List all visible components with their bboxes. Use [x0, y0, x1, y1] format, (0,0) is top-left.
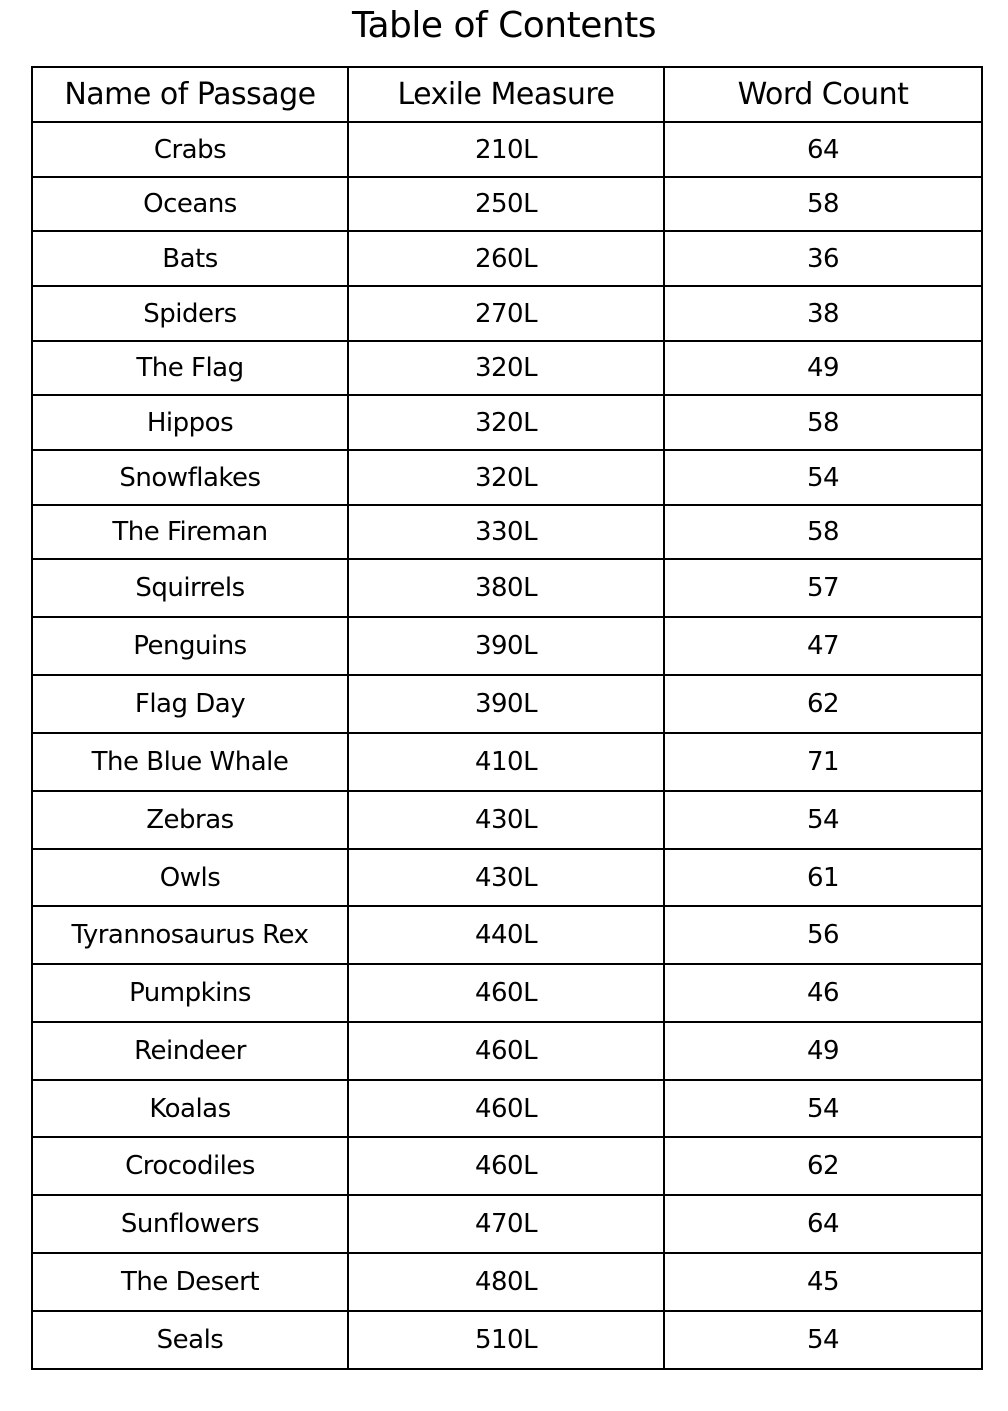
- lexile-measure-cell: 270L: [348, 286, 664, 341]
- table-row: [32, 1253, 982, 1311]
- word-count-cell: 62: [664, 675, 982, 733]
- passage-name-cell: Seals: [32, 1311, 348, 1369]
- word-count-cell: 64: [664, 1195, 982, 1253]
- table-row: [32, 1080, 982, 1137]
- table-row: [32, 906, 982, 964]
- table-body: [32, 122, 982, 1369]
- table-row: [32, 122, 982, 177]
- lexile-measure-cell: 460L: [348, 1022, 664, 1080]
- table-row: [32, 559, 982, 617]
- table-row: [32, 849, 982, 906]
- lexile-measure-cell: 440L: [348, 906, 664, 964]
- lexile-measure-cell: 320L: [348, 341, 664, 395]
- word-count-cell: 36: [664, 231, 982, 286]
- lexile-measure-cell: 390L: [348, 617, 664, 675]
- lexile-measure-cell: 410L: [348, 733, 664, 791]
- lexile-measure-cell: 460L: [348, 1137, 664, 1195]
- passage-name-cell: The Desert: [32, 1253, 348, 1311]
- lexile-measure-cell: 210L: [348, 122, 664, 177]
- lexile-measure-cell: 320L: [348, 450, 664, 505]
- word-count-cell: 54: [664, 450, 982, 505]
- word-count-cell: 38: [664, 286, 982, 341]
- passage-name-cell: Pumpkins: [32, 964, 348, 1022]
- lexile-measure-cell: 460L: [348, 964, 664, 1022]
- table-row: [32, 177, 982, 231]
- lexile-measure-cell: 510L: [348, 1311, 664, 1369]
- passage-name-cell: Snowflakes: [32, 450, 348, 505]
- word-count-cell: 61: [664, 849, 982, 906]
- word-count-cell: 71: [664, 733, 982, 791]
- table-row: [32, 1195, 982, 1253]
- passage-name-cell: Zebras: [32, 791, 348, 849]
- passage-name-cell: The Flag: [32, 341, 348, 395]
- table-row: [32, 1137, 982, 1195]
- header-row: [32, 67, 982, 122]
- passage-name-cell: Crabs: [32, 122, 348, 177]
- word-count-cell: 54: [664, 791, 982, 849]
- lexile-measure-cell: 470L: [348, 1195, 664, 1253]
- passage-name-cell: The Fireman: [32, 505, 348, 559]
- table-row: [32, 341, 982, 395]
- contents-table: [31, 66, 983, 1370]
- passage-name-cell: Crocodiles: [32, 1137, 348, 1195]
- word-count-cell: 45: [664, 1253, 982, 1311]
- page-title: Table of Contents: [351, 5, 657, 46]
- word-count-cell: 57: [664, 559, 982, 617]
- table-row: [32, 231, 982, 286]
- lexile-measure-cell: 460L: [348, 1080, 664, 1137]
- word-count-cell: 56: [664, 906, 982, 964]
- table-row: [32, 395, 982, 450]
- lexile-measure-cell: 480L: [348, 1253, 664, 1311]
- passage-name-cell: Sunflowers: [32, 1195, 348, 1253]
- table-row: [32, 791, 982, 849]
- word-count-cell: 46: [664, 964, 982, 1022]
- word-count-cell: 58: [664, 505, 982, 559]
- word-count-cell: 64: [664, 122, 982, 177]
- word-count-cell: 49: [664, 1022, 982, 1080]
- passage-name-cell: The Blue Whale: [32, 733, 348, 791]
- passage-name-cell: Flag Day: [32, 675, 348, 733]
- word-count-cell: 62: [664, 1137, 982, 1195]
- word-count-cell: 54: [664, 1311, 982, 1369]
- lexile-measure-cell: 430L: [348, 849, 664, 906]
- passage-name-cell: Hippos: [32, 395, 348, 450]
- lexile-measure-cell: 320L: [348, 395, 664, 450]
- table-row: [32, 964, 982, 1022]
- table-row: [32, 286, 982, 341]
- lexile-measure-cell: 380L: [348, 559, 664, 617]
- table-row: [32, 450, 982, 505]
- table-row: [32, 675, 982, 733]
- passage-name-cell: Owls: [32, 849, 348, 906]
- column-header-lexile: Lexile Measure: [348, 67, 664, 122]
- lexile-measure-cell: 330L: [348, 505, 664, 559]
- passage-name-cell: Reindeer: [32, 1022, 348, 1080]
- column-header-name: Name of Passage: [32, 67, 348, 122]
- table-row: [32, 733, 982, 791]
- table-row: [32, 1022, 982, 1080]
- passage-name-cell: Oceans: [32, 177, 348, 231]
- word-count-cell: 47: [664, 617, 982, 675]
- lexile-measure-cell: 390L: [348, 675, 664, 733]
- table-row: [32, 1311, 982, 1369]
- lexile-measure-cell: 430L: [348, 791, 664, 849]
- passage-name-cell: Koalas: [32, 1080, 348, 1137]
- passage-name-cell: Spiders: [32, 286, 348, 341]
- lexile-measure-cell: 260L: [348, 231, 664, 286]
- table-row: [32, 617, 982, 675]
- word-count-cell: 49: [664, 341, 982, 395]
- column-header-word-count: Word Count: [664, 67, 982, 122]
- word-count-cell: 58: [664, 177, 982, 231]
- passage-name-cell: Squirrels: [32, 559, 348, 617]
- passage-name-cell: Penguins: [32, 617, 348, 675]
- table-row: [32, 505, 982, 559]
- word-count-cell: 58: [664, 395, 982, 450]
- lexile-measure-cell: 250L: [348, 177, 664, 231]
- word-count-cell: 54: [664, 1080, 982, 1137]
- passage-name-cell: Tyrannosaurus Rex: [32, 906, 348, 964]
- passage-name-cell: Bats: [32, 231, 348, 286]
